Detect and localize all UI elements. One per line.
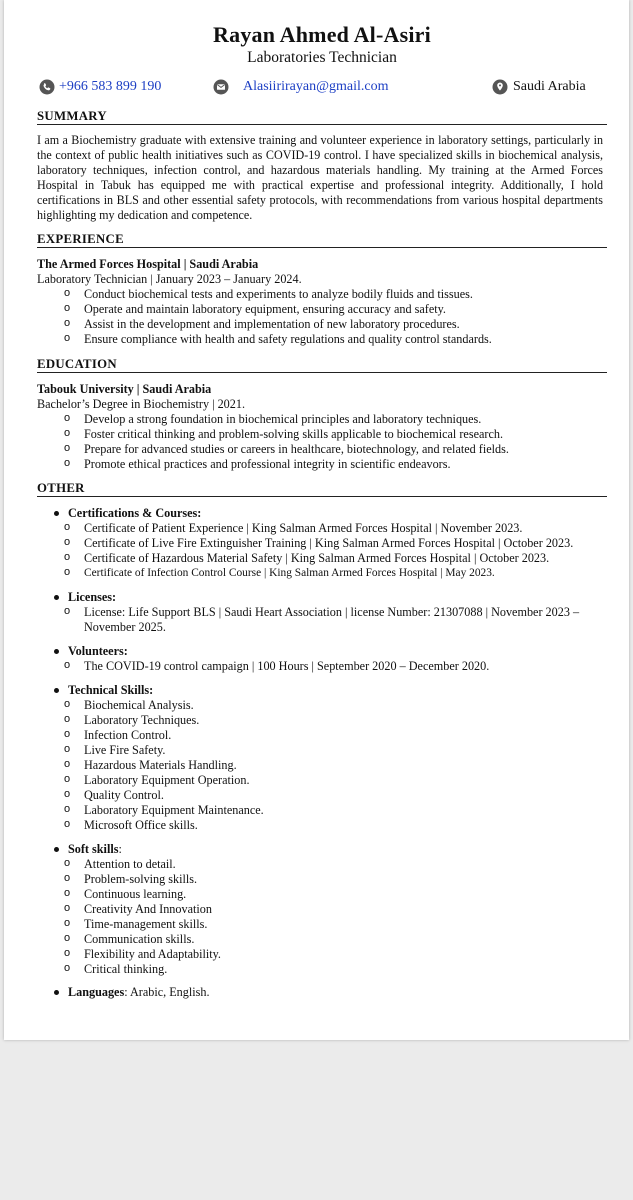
list-item: o Certificate of Patient Experience | King Salman Armed Forces Hospital | November 2023. xyxy=(37,521,573,536)
summary-text: I am a Biochemistry graduate with extensive training and volunteer experience in laboratory settings, particularly in the context of public health initiatives such as COVID-19 control. I have specialized skills in biochemical analysis, laboratory techniques, infection control, and hazardous materials handling. My training at the Armed Forces Hospital in Tabuk has equipped me with practical expertise and professional integrity. Additionally, I hold certifications in BLS and other essential safety protocols, with recommendations from various hospital departments highlighting my dedication and competence. xyxy=(37,133,603,222)
experience-role: Laboratory Technician | January 2023 – January 2024. xyxy=(37,272,302,286)
list-item: o Develop a strong foundation in biochemical principles and laboratory techniques. xyxy=(37,412,509,427)
soft-skills-heading xyxy=(37,842,122,857)
candidate-title: Laboratories Technician xyxy=(247,49,397,66)
list-item: o Promote ethical practices and professional integrity in scientific endeavors. xyxy=(37,457,509,472)
education-degree: Bachelor’s Degree in Biochemistry | 2021. xyxy=(37,397,245,411)
email-icon xyxy=(213,79,229,95)
summary-heading: SUMMARY xyxy=(37,108,607,125)
list-item: o Laboratory Equipment Maintenance. xyxy=(37,803,264,818)
list-item: o Quality Control. xyxy=(37,788,264,803)
location-text: Saudi Arabia xyxy=(513,79,586,94)
list-item: o Operate and maintain laboratory equipment, ensuring accuracy and safety. xyxy=(37,302,492,317)
education-heading: EDUCATION xyxy=(37,356,607,373)
list-item: o Biochemical Analysis. xyxy=(37,698,264,713)
soft-skills-colon: : xyxy=(118,842,122,856)
list-item: o Assist in the development and implementation of new laboratory procedures. xyxy=(37,317,492,332)
list-item: o Prepare for advanced studies or careers in healthcare, biotechnology, and related fields. xyxy=(37,442,509,457)
education-outcomes xyxy=(37,412,509,472)
list-item: o Continuous learning. xyxy=(37,887,221,902)
phone-contact xyxy=(39,76,161,98)
languages-value: : Arabic, English. xyxy=(124,985,210,999)
list-item: o Time-management skills. xyxy=(37,917,221,932)
certifications-list xyxy=(37,521,573,581)
list-item: o Certificate of Hazardous Material Safety | King Salman Armed Forces Hospital | October 2023. xyxy=(37,551,573,566)
list-item: o Problem-solving skills. xyxy=(37,872,221,887)
list-item: o Flexibility and Adaptability. xyxy=(37,947,221,962)
phone-icon xyxy=(39,79,55,95)
list-item: o Infection Control. xyxy=(37,728,264,743)
certifications-label: Certifications & Courses: xyxy=(37,506,201,521)
list-item: o Laboratory Techniques. xyxy=(37,713,264,728)
location-contact xyxy=(492,76,586,98)
list-item: o Ensure compliance with health and safety regulations and quality control standards. xyxy=(37,332,492,347)
other-heading: OTHER xyxy=(37,480,607,497)
email-contact xyxy=(213,76,388,98)
location-pin-icon xyxy=(492,79,508,95)
list-item: o Attention to detail. xyxy=(37,857,221,872)
list-item: o License: Life Support BLS | Saudi Heart Association | license Number: 21307088 | November 2023 – November 2025. xyxy=(37,605,599,635)
list-item: o Hazardous Materials Handling. xyxy=(37,758,264,773)
contact-bar xyxy=(37,76,607,98)
list-item: o Conduct biochemical tests and experiments to analyze bodily fluids and tissues. xyxy=(37,287,492,302)
list-item: o Microsoft Office skills. xyxy=(37,818,264,833)
list-item: o Critical thinking. xyxy=(37,962,221,977)
list-item: o Laboratory Equipment Operation. xyxy=(37,773,264,788)
candidate-name: Rayan Ahmed Al-Asiri xyxy=(213,22,431,47)
phone-link[interactable]: +966 583 899 190 xyxy=(59,79,162,94)
list-item: o Live Fire Safety. xyxy=(37,743,264,758)
soft-skills-label: Soft skills xyxy=(68,842,119,856)
resume-page xyxy=(4,0,629,1040)
technical-skills-label: Technical Skills: xyxy=(37,683,153,698)
languages-line xyxy=(37,985,210,1000)
experience-org: The Armed Forces Hospital | Saudi Arabia xyxy=(37,257,259,271)
licenses-label: Licenses: xyxy=(37,590,116,605)
languages-label: Languages xyxy=(68,985,125,999)
list-item: o Communication skills. xyxy=(37,932,221,947)
list-item: o The COVID-19 control campaign | 100 Hours | September 2020 – December 2020. xyxy=(37,659,489,674)
volunteers-list xyxy=(37,659,489,674)
experience-duties xyxy=(37,287,492,347)
email-link[interactable]: Alasiirirayan@gmail.com xyxy=(243,79,389,94)
list-item: o Certificate of Infection Control Course | King Salman Armed Forces Hospital | May 2023. xyxy=(37,566,573,581)
technical-skills-list xyxy=(37,698,264,833)
volunteers-label: Volunteers: xyxy=(37,644,128,659)
experience-heading: EXPERIENCE xyxy=(37,231,607,248)
education-org: Tabouk University | Saudi Arabia xyxy=(37,382,212,396)
list-item: o Certificate of Live Fire Extinguisher Training | King Salman Armed Forces Hospital | October 2023. xyxy=(37,536,573,551)
licenses-list xyxy=(37,605,599,635)
list-item: o Creativity And Innovation xyxy=(37,902,221,917)
soft-skills-list xyxy=(37,857,221,977)
list-item: o Foster critical thinking and problem-solving skills applicable to biochemical research. xyxy=(37,427,509,442)
